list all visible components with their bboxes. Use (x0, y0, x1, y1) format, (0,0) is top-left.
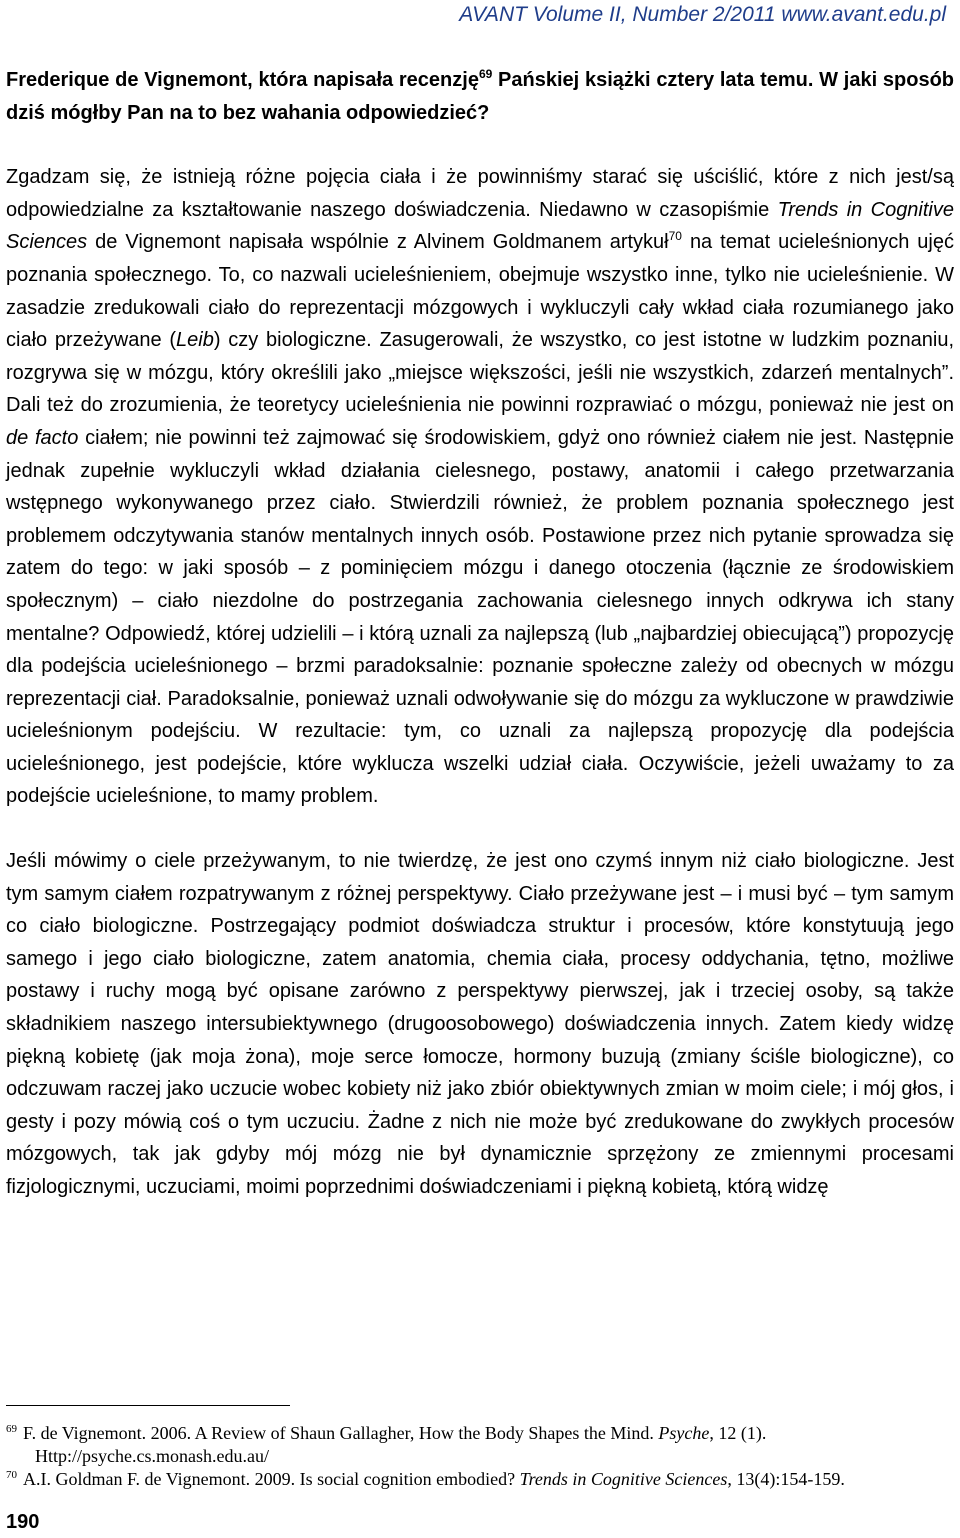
footnotes (6, 1422, 954, 1491)
footnote-69-url[interactable]: Http://psyche.cs.monash.edu.au/ (35, 1446, 269, 1466)
page-number: 190 (6, 1511, 40, 1533)
volume-info: Volume II, Number 2/2011 www.avant.edu.pl (526, 3, 946, 26)
footnote-ref-70[interactable]: 70 (668, 229, 682, 244)
footnote-number: 69 (6, 1423, 17, 1435)
article-body (6, 64, 954, 1204)
interview-question (6, 64, 954, 129)
running-header (459, 3, 946, 27)
journal-title: Trends in Cognitive Sciences (6, 198, 955, 254)
footnote-ref-69[interactable]: 69 (478, 67, 493, 81)
footnote-69 (6, 1422, 954, 1445)
question-text: Frederique de Vignemont, która napisała recenzję (6, 69, 479, 91)
footnote-text: F. de Vignemont. 2006. A Review of Shaun Gallagher, How the Body Shapes the Mind. (23, 1423, 659, 1443)
text-run: ) czy biologiczne. Zasugerowali, że wszystko, co jest istotne w ludzkim poznaniu, rozgrywa się w mózgu, który określili jako „miejsce większości, jeśli nie wszystkich, zdarzeń mentalnych”. Dali też do zrozumienia, że teoretycy ucieleśnienia nie powinni rozprawiać o mózgu, ponieważ nie jest on (6, 329, 955, 417)
text-run: na temat ucieleśnionych ujęć poznania społecznego. To, co nazwali ucieleśnieniem, obejmuje wszystko inne, tylko nie ucieleśnienie. W zasadzie zredukowali ciało do reprezentacji mózgowych i wykluczyli cały wkład ciała rozumianego jako ciało przeżywane ( (6, 231, 954, 352)
text-run: de Vignemont napisała wspólnie z Alvinem Goldmanem artykuł (87, 231, 669, 254)
term-leib: Leib (176, 329, 214, 352)
footnote-70 (6, 1468, 954, 1491)
question-text-cont: Pańskiej książki cztery lata temu. W jaki sposób dziś mógłby Pan na to bez wahania odpowiedzieć? (6, 69, 954, 124)
answer-paragraph-2: Jeśli mówimy o ciele przeżywanym, to nie twierdzę, że jest ono czymś innym niż ciało biologiczne. Jest tym samym ciałem rozpatrywanym z różnej perspektywy. Ciało przeżywane jest – i musi być – tym samym co ciało biologiczne. Postrzegający podmiot doświadcza struktur i procesów, które konstytuują jego samego i jego ciało biologiczne, zatem anatomia, chemia ciała, procesy oddychania, tętno, możliwe postawy i ruchy mogą być opisane zarówno z perspektywy pierwszej, jak i trzeciej osoby, są także składnikiem naszego intersubiektywnego (drugoosobowego) doświadczenia innych. Zatem kiedy widzę piękną kobietę (jak moja żona), moje serce łomocze, hormony buzują (zmiany ściśle biologiczne), co odczuwam raczej jako uczucie wobec kobiety niż jako zbiór obiektywnych zmian w moim ciele; i mój głos, i gesty i pozy mówią coś o tym uczuciu. Żadne z nich nie może być zredukowane do zwykłych procesów mózgowych, tak jak gdyby mój mózg nie był dynamicznie sprzężony ze zmiennymi procesami fizjologicznymi, uczuciami, moimi poprzednimi doświadczeniami i piękną kobietą, którą widzę (6, 850, 954, 1198)
answer-paragraph-1 (6, 161, 954, 813)
footnote-journal: Psyche (658, 1423, 710, 1443)
journal-name: AVANT (459, 3, 527, 26)
footnote-separator (6, 1405, 290, 1406)
footnote-text: A.I. Goldman F. de Vignemont. 2009. Is social cognition embodied? (23, 1469, 520, 1489)
text-run: ciałem; nie powinni też zajmować się środowiskiem, gdyż ono również ciałem nie jest. Następnie jednak zupełnie wykluczyli wkład działania cielesnego, postawy, anatomii i całego przetwarzania wstępnego wykonywanego przez ciało. Stwierdzili również, że problem poznania społecznego jest problemem odczytywania stanów mentalnych innych osób. Postawione przez nich pytanie sprowadza się zatem do tego: w jaki sposób – z pominięciem mózgu i danego otoczenia (łącznie ze środowiskiem społecznym) – ciało niezdolne do postrzegania zachowania cielesnego innych odkrywa ich stany mentalne? Odpowiedź, której udzielili – i którą uznali za najlepszą (lub „najbardziej obiecującą”) propozycję dla podejścia ucieleśnionego – brzmi paradoksalnie: poznanie społeczne zależy od obecnych w mózgu reprezentacji ciał. Paradoksalnie, ponieważ uznali odwoływanie się do mózgu za wykluczone w prawdziwie ucieleśnionym podejściu. W rezultacie: tym, co uznali za najlepszą propozycję dla podejścia ucieleśnionego, jest podejście, które wyklucza wszelki udział ciała. Oczywiście, jeżeli uważamy to za podejście ucieleśnione, to mamy problem. (6, 426, 954, 808)
footnote-number: 70 (6, 1469, 17, 1481)
term-de-facto: de facto (6, 426, 79, 449)
footnote-journal: Trends in Cognitive Sciences (519, 1469, 728, 1489)
text-run: Zgadzam się, że istnieją różne pojęcia ciała i że powinniśmy starać się uściślić, które z nich jest/są odpowiedzialne za kształtowanie naszego doświadczenia. Niedawno w czasopiśmie (6, 166, 954, 221)
footnote-text: , 13(4):154-159. (727, 1469, 845, 1489)
footnote-text: , 12 (1). (709, 1423, 767, 1443)
